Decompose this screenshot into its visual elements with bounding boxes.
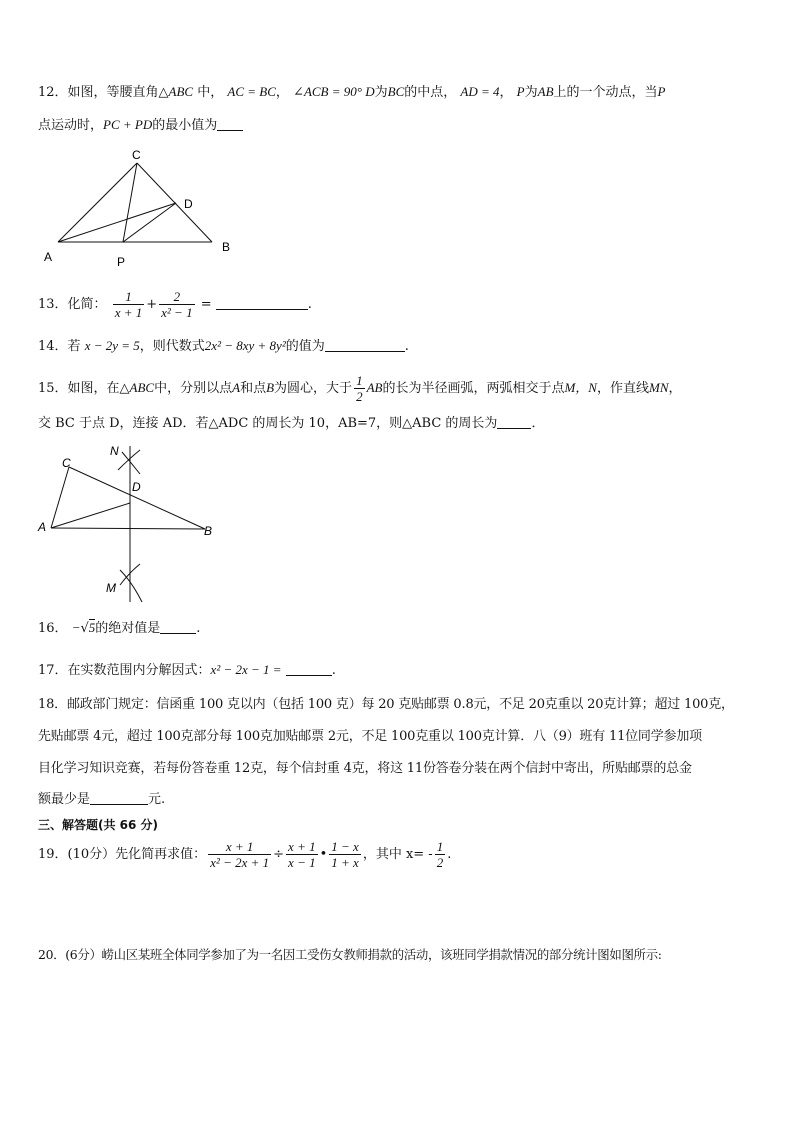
q12-label-a: A [44,250,53,264]
q16-end: . [196,621,201,636]
q15-text-f: ，作直线 [596,381,649,396]
section-heading: 三、解答题(共 66 分) [38,818,159,832]
q17-line [38,660,336,681]
q12-line2-tail: 的最小值为 [152,118,218,133]
q12-figure [38,148,248,272]
q15-label-a: A [38,520,47,534]
q12-label-d: D [184,197,193,211]
q15-label-d: D [132,480,141,494]
q20-text: 20．(6分）崂山区某班全体同学参加了为一名因工受伤女教师捐款的活动，该班同学捐款情况的部分统计图如图所示: [38,947,662,962]
q19-fraction-2 [286,839,318,870]
q19-end: . [447,847,452,862]
q15-text-c: 和点 [240,381,267,396]
q16-label: 16． [38,621,68,636]
q15-text-e: 的长为半径画弧，两弧相交于点 [382,381,565,396]
q12-point-p2: P [657,84,666,99]
q15-fraction-half [354,373,365,404]
q15-triangle: △ABC [119,380,155,395]
q12-text-a: 12．如图，等腰直角 [38,85,159,100]
q15-line2-text: 交 BC 于点 D，连接 AD．若△ADC 的周长为 10，AB=7，则△ABC 的周长为 [38,416,498,431]
q13-f2-num: 2 [159,289,194,305]
q15-label-n: N [110,444,119,458]
q13-f2-den: x² − 1 [161,305,193,320]
q18-line2 [38,727,702,747]
q13-line [38,287,312,323]
q15-line1 [38,370,682,407]
q14-line [38,336,409,357]
q12-point-d: D [361,84,375,99]
q12-line2-text: 点运动时， [38,118,104,133]
q19-f3-den: 1 + x [331,855,359,870]
answer-blank[interactable] [160,619,196,634]
q18-line3 [38,759,692,779]
q19-f3-num: 1 − x [331,839,359,854]
q15-point-b: B [266,380,275,395]
q18-text-1: 18．邮政部门规定：信函重 100 克以内（包括 100 克）每 20 克贴邮票 0.8元，不足 20克重以 20克计算；超过 100克， [38,697,734,712]
q16-text: 的绝对值是 [95,621,161,636]
q12-text-k: ， [499,85,513,100]
q12-line1 [38,82,666,103]
q19-fraction-3 [329,839,361,870]
q13-f1-den: x + 1 [114,305,143,320]
q15-end: ． [531,416,545,431]
q19-f1-num: x + 1 [208,839,271,855]
q13-fraction-2 [159,289,194,320]
q15-line2 [38,414,544,434]
q14-label: 14．若 [38,339,81,354]
q12-label-c: C [132,148,141,162]
q15-point-a: A [232,380,241,395]
q15-half-num: 1 [356,373,363,388]
q15-label-b: B [204,524,213,538]
q12-condition-ac-bc: AC = BC [227,84,276,99]
sqrt-icon: √ [80,621,89,636]
q19-text-b: ，其中 x= - [362,847,433,862]
q12-label-p: P [117,255,126,269]
q16-radicand: 5 [88,620,96,635]
q17-expression: x² − 2x − 1 = [210,662,282,677]
q18-line4 [38,790,165,810]
q13-plus: + [146,297,158,312]
q16-line [38,618,200,639]
q12-text-b: 中， [193,85,224,100]
q18-text-2: 先贴邮票 4元，超过 100克部分每 100克加贴邮票 2元，不足 100克重以 100克计算．八（9）班有 11位同学参加项 [38,729,702,744]
answer-blank[interactable] [497,414,531,429]
q15-label-c: C [62,456,71,470]
answer-blank[interactable] [217,116,243,131]
q19-f2-den: x − 1 [288,855,316,870]
q14-condition: x − 2y = 5 [84,338,140,353]
q17-label: 17．在实数范围内分解因式： [38,663,211,678]
answer-blank[interactable] [325,337,405,352]
q12-text-m: 为 [524,85,538,100]
q12-point-p: P [516,84,525,99]
q14-expression: 2x² − 8xy + 8y² [204,338,286,353]
q18-line1 [38,695,734,715]
q12-line2 [38,115,243,136]
q19-f4-den: 2 [436,855,444,870]
q13-fraction-1 [113,289,145,320]
q12-expression: PC + PD [103,117,153,132]
q12-label-b: B [222,240,231,254]
q14-end: . [404,339,409,354]
q19-multiply: • [319,847,328,862]
q12-text-o: 上的一个动点，当 [553,85,658,100]
q17-end: . [331,663,336,678]
q12-text-g: 为 [374,85,388,100]
q13-end: . [307,297,312,312]
q15-half-den: 2 [356,389,363,404]
q19-f4-num: 1 [436,839,444,854]
q16-negative: − [71,620,81,635]
q15-segment-ab: AB [366,380,383,395]
q15-text-g: ， [668,381,682,396]
q19-line [38,835,451,875]
q15-points-mn: M，N [564,380,597,395]
answer-blank[interactable] [286,661,332,676]
q18-text-4b: 元. [148,792,166,807]
q19-fraction-1 [208,839,271,870]
q19-f1-den: x² − 2x + 1 [210,855,270,870]
q15-label: 15．如图，在 [38,381,120,396]
q20-line [38,945,662,965]
q15-text-d: 为圆心，大于 [274,381,353,396]
q19-divide: ÷ [273,847,285,862]
q19-f2-num: x + 1 [288,839,316,854]
q12-segment-ab: AB [537,84,554,99]
q12-ad-value: AD = 4 [460,84,500,99]
q12-text-d: ， [275,85,289,100]
q12-text-i: 的中点， [404,85,457,100]
q15-figure [36,440,226,606]
q14-text-b: ，则代数式 [139,339,205,354]
answer-blank[interactable] [216,295,308,310]
q13-label: 13．化简： [38,297,107,312]
q15-label-m: M [106,581,116,595]
q18-text-4a: 额最少是 [38,792,91,807]
q18-text-3: 目化学习知识竞赛，若每份答卷重 12克，每个信封重 4克，将这 11份答卷分装在两个信封中寄出，所贴邮票的总金 [38,761,692,776]
q15-line-mn: MN [649,380,669,395]
q12-segment-bc: BC [387,84,405,99]
q15-text-b: 中，分别以点 [154,381,233,396]
answer-blank[interactable] [90,790,148,805]
q14-text-c: 的值为 [285,339,325,354]
q19-fraction-4 [435,839,446,870]
q19-label: 19．(10分）先化简再求值： [38,847,207,862]
q13-f1-num: 1 [113,289,145,305]
q12-angle: ∠ACB = 90° [293,84,362,99]
q12-triangle: △ABC [158,84,194,99]
q13-equals: = [196,297,212,312]
